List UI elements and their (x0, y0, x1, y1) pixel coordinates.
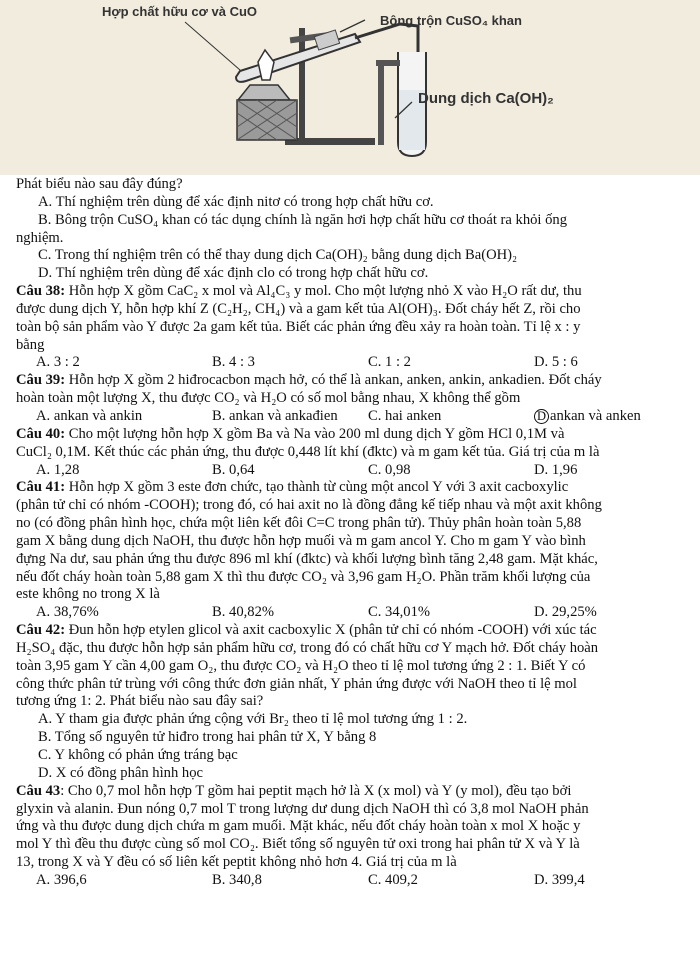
q38-answer-b: B. 4 : 3 (212, 354, 255, 371)
q41-line-1: Câu 41: Hỗn hợp X gồm 3 este đơn chức, tạo thành từ cùng một ancol Y với 3 axit cacboxylic (16, 479, 569, 496)
q42-line-5: tương ứng 1: 2. Phát biểu nào sau đây sai? (16, 693, 264, 710)
q40-answers (16, 462, 680, 480)
q37-option-d: D. Thí nghiệm trên dùng để xác định clo có trong hợp chất hữu cơ. (38, 265, 429, 282)
q38-answer-a: A. 3 : 2 (36, 354, 80, 371)
q39-line-2: hoàn toàn một lượng X, thu được CO₂ và H₂O có số mol bằng nhau, X không thể gồm (16, 390, 521, 407)
apparatus-drawing (0, 0, 700, 175)
q38-answers (16, 354, 680, 372)
q43-line-4: mol Y thì đều thu được cùng số mol CO₂. Biết tổng số nguyên tử oxi trong hai phân tử X và Y là (16, 836, 580, 853)
q43-answer-b: B. 340,8 (212, 871, 262, 888)
q39-answer-c: C. hai anken (368, 407, 442, 424)
q42-line-2: H₂SO₄ đặc, thu được hỗn hợp sản phẩm hữu cơ, trong đó có chất hữu cơ Y mạch hở. Đốt cháy hoàn (16, 639, 599, 656)
q41-line-7: este không no trong X là (16, 586, 160, 603)
q37-stem: Phát biểu nào sau đây đúng? (16, 176, 183, 192)
q40-answer-c: C. 0,98 (368, 461, 411, 478)
q42-option-d: D. X có đồng phân hình học (38, 764, 203, 781)
label-caoh2-solution: Dung dịch Ca(OH)₂ (418, 90, 554, 107)
q43-line-5: 13, trong X và Y đều có số liên kết peptit không nhỏ hơn 4. Giá trị của m là (16, 854, 457, 871)
question-text (16, 176, 680, 890)
q43-answer-d: D. 399,4 (534, 871, 585, 888)
stand-base (285, 138, 375, 145)
q43-line-1: Câu 43: Cho 0,7 mol hỗn hợp T gồm hai peptit mạch hở là X (x mol) và Y (y mol), đều tạo bởi (16, 782, 572, 799)
q38-answer-c: C. 1 : 2 (368, 354, 411, 371)
q40-label: Câu 40: (16, 425, 66, 442)
q38-line-2: được dung dịch Y, hỗn hợp khí Z (C₂H₂, CH₄) và a gam kết tủa Al(OH)₃. Đốt cháy hết Z, rồi cho (16, 300, 581, 317)
q43-line-3: ứng và thu được dung dịch chứa m gam muối. Mặt khác, nếu đốt cháy hoàn toàn x mol X hoặc y (16, 818, 581, 835)
q41-answer-c: C. 34,01% (368, 604, 431, 621)
q39-answers (16, 408, 680, 426)
q38-answer-d: D. 5 : 6 (534, 354, 578, 371)
experiment-figure (0, 0, 700, 175)
q38-line-3: toàn bộ sản phẩm vào Y được 2a gam kết tủa. Biết các phản ứng đều xảy ra hoàn toàn. Tỉ lệ x : y (16, 318, 581, 335)
q42-line-3: toàn 3,95 gam Y cần 4,00 gam O₂, thu được CO₂ và H₂O theo tỉ lệ mol tương ứng 2 : 1. Biết Y có (16, 657, 586, 674)
q42-option-b: B. Tổng số nguyên tử hiđro trong hai phân tử X, Y bằng 8 (38, 729, 377, 746)
q39-label: Câu 39: (16, 372, 66, 389)
q43-answer-c: C. 409,2 (368, 871, 418, 888)
q37-option-b: B. Bông trộn CuSO₄ khan có tác dụng chính là ngăn hơi hợp chất hữu cơ thoát ra khỏi ống (38, 211, 568, 228)
q43-answers (16, 872, 680, 890)
q39-answer-d: Dankan và anken (534, 408, 641, 426)
q41-answer-a: A. 38,76% (36, 604, 99, 621)
label-organic-cuo: Hợp chất hữu cơ và CuO (102, 4, 258, 19)
q37-option-b-cont: nghiệm. (16, 229, 64, 246)
stand-rod (299, 28, 305, 140)
q41-line-3: no (có đồng phân hình học, chứa một liên kết đôi C=C trong phân tử). Thủy phân hoàn toàn 5,88 (16, 515, 582, 532)
flame (258, 50, 274, 80)
q38-label: Câu 38: (16, 283, 66, 300)
q39-answer-b: B. ankan và ankađien (212, 407, 338, 424)
q39-line-1: Câu 39: Hỗn hợp X gồm 2 hiđrocacbon mạch hở, có thể là ankan, anken, ankin, ankadien. Đốt cháy (16, 372, 602, 389)
q41-answers (16, 604, 680, 622)
q41-answer-d: D. 29,25% (534, 604, 597, 621)
q38-line-4: bằng (16, 336, 45, 353)
q41-line-5: đựng Na dư, sau phản ứng thu được 896 ml khí (đktc) và khối lượng bình tăng 2,48 gam. Mặt khác, (16, 550, 598, 567)
q41-line-2: (phân tử chỉ có nhóm -COOH); trong đó, có hai axit no là đồng đẳng kế tiếp nhau và một axit không (16, 497, 602, 514)
circled-answer-mark: D (534, 409, 549, 424)
q40-answer-d: D. 1,96 (534, 461, 578, 478)
q43-answer-a: A. 396,6 (36, 871, 87, 888)
q43-label: Câu 43 (16, 782, 61, 799)
q42-line-4: công thức phân tử trùng với công thức đơn giản nhất, Y phản ứng được với NaOH theo tỉ lệ mol (16, 675, 577, 692)
q40-line-2: CuCl₂ 0,1M. Kết thúc các phản ứng, thu được 0,448 lít khí (đktc) và m gam kết tủa. Giá trị của m là (16, 443, 600, 460)
q37-option-a: A. Thí nghiệm trên dùng để xác định nitơ có trong hợp chất hữu cơ. (38, 193, 434, 210)
q39-answer-a: A. ankan và ankin (36, 407, 143, 424)
q42-option-c: C. Y không có phản ứng tráng bạc (38, 747, 238, 763)
label-cuso4-cotton: Bông trộn CuSO₄ khan (380, 13, 522, 28)
q42-line-1: Câu 42: Đun hỗn hợp etylen glicol và axit cacboxylic X (phân tử chỉ có nhóm -COOH) với xúc tác (16, 622, 597, 639)
q42-label: Câu 42: (16, 622, 66, 639)
q37-option-c: C. Trong thí nghiệm trên có thể thay dung dịch Ca(OH)₂ bằng dung dịch Ba(OH)₂ (38, 247, 518, 264)
q43-line-2: glyxin và alanin. Đun nóng 0,7 mol T trong lượng dư dung dịch NaOH thì có 3,8 mol NaOH phản (16, 800, 589, 817)
q41-line-4: gam X bằng dung dịch NaOH, thu được hỗn hợp muối và m gam ancol Y. Cho m gam Y vào bình (16, 532, 586, 549)
q40-answer-b: B. 0,64 (212, 461, 255, 478)
q41-label: Câu 41: (16, 479, 66, 496)
q41-answer-b: B. 40,82% (212, 604, 275, 621)
q38-line-1: Câu 38: Hỗn hợp X gồm CaC₂ x mol và Al₄C₃ y mol. Cho một lượng nhỏ X vào H₂O rất dư, thu (16, 283, 582, 300)
q42-option-a: A. Y tham gia được phản ứng cộng với Br₂ theo tỉ lệ mol tương ứng 1 : 2. (38, 711, 468, 728)
q40-line-1: Câu 40: Cho một lượng hỗn hợp X gồm Ba và Na vào 200 ml dung dịch Y gồm HCl 0,1M và (16, 425, 565, 442)
q40-answer-a: A. 1,28 (36, 461, 80, 478)
q41-line-6: nếu đốt cháy hoàn toàn 5,88 gam X thì thu được CO₂ và 3,96 gam H₂O. Phần trăm khối lượng của (16, 568, 591, 585)
